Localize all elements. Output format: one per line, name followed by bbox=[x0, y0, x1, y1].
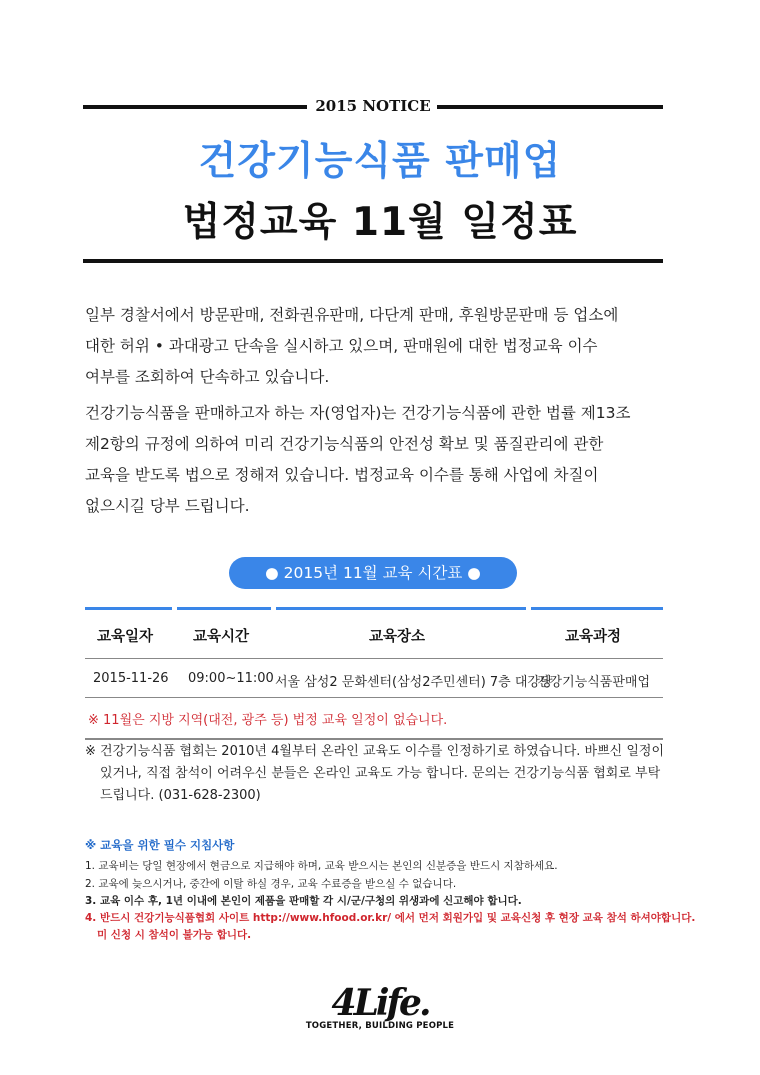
text-line: ※ 건강기능식품 협회는 2010년 4월부터 온라인 교육도 이수를 인정하기로 하였습니다. 바쁘신 일정이 bbox=[85, 744, 665, 759]
text-line: 드립니다. (031-628-2300) bbox=[100, 788, 261, 803]
text-line: 있거나, 직접 참석이 어려우신 분들은 온라인 교육도 가능 합니다. 문의는 건강기능식품 협회로 부탁 bbox=[100, 766, 661, 781]
logo-mark: 4Life. bbox=[331, 982, 429, 1024]
text-line: 없으시길 당부 드립니다. bbox=[85, 497, 250, 515]
text-line: 교육을 받도록 법으로 정해져 있습니다. 법정교육 이수를 통해 사업에 차질이 bbox=[85, 466, 599, 484]
column-header-date: 교육일자 bbox=[97, 629, 154, 645]
title-divider bbox=[83, 259, 663, 263]
cell-place: 서울 삼성2 문화센터(삼성2주민센터) 7층 대강당 bbox=[275, 675, 553, 690]
association-note bbox=[85, 741, 675, 807]
cell-date: 2015-11-26 bbox=[93, 671, 169, 686]
table-row bbox=[85, 659, 663, 697]
cell-course: 건강기능식품판매업 bbox=[537, 675, 651, 690]
text-line: 여부를 조회하여 단속하고 있습니다. bbox=[85, 368, 330, 386]
schedule-note-text: ※ 11월은 지방 지역(대전, 광주 등) 법정 교육 일정이 없습니다. bbox=[88, 713, 448, 728]
logo-tagline: TOGETHER, BUILDING PEOPLE bbox=[305, 1021, 455, 1031]
intro-paragraph-2 bbox=[85, 398, 665, 522]
schedule-table bbox=[85, 607, 663, 740]
guideline-item-warning: 4. 반드시 건강기능식품협회 사이트 http://www.hfood.or.kr/ 에서 먼저 회원가입 및 교육신청 후 현장 교육 참석 하셔야합니다. bbox=[85, 912, 696, 925]
notice-header-bar bbox=[83, 97, 663, 115]
text-line: 건강기능식품을 판매하고자 하는 자(영업자)는 건강기능식품에 관한 법률 제13조 bbox=[85, 404, 631, 422]
schedule-title-pill: ● 2015년 11월 교육 시간표 ● bbox=[229, 557, 517, 589]
guideline-item: 2. 교육에 늦으시거나, 중간에 이탈 하실 경우, 교육 수료증을 받으실 수 없습니다. bbox=[85, 877, 457, 890]
guideline-item: 3. 교육 이수 후, 1년 이내에 본인이 제품을 판매할 각 시/군/구청의 위생과에 신고해야 합니다. bbox=[85, 894, 522, 907]
table-bottom-rule bbox=[85, 738, 663, 740]
page-title-line2: 법정교육 11월 일정표 bbox=[182, 200, 578, 245]
text-line: 제2항의 규정에 의하여 미리 건강기능식품의 안전성 확보 및 품질관리에 관한 bbox=[85, 435, 604, 453]
text-line: 대한 허위 • 과대광고 단속을 실시하고 있으며, 판매원에 대한 법정교육 이수 bbox=[85, 337, 598, 355]
column-header-place: 교육장소 bbox=[369, 629, 426, 645]
guidelines-section bbox=[85, 837, 696, 945]
schedule-note bbox=[85, 698, 663, 738]
notice-label: 2015 NOTICE bbox=[315, 97, 431, 115]
text-line: 일부 경찰서에서 방문판매, 전화권유판매, 다단계 판매, 후원방문판매 등 업소에 bbox=[85, 306, 619, 324]
table-header bbox=[85, 610, 663, 658]
page-title-line1: 건강기능식품 판매업 bbox=[198, 139, 562, 184]
guidelines-heading: ※ 교육을 위한 필수 지침사항 bbox=[85, 838, 235, 852]
brand-logo bbox=[300, 982, 460, 1031]
intro-paragraph-1 bbox=[85, 300, 665, 393]
column-header-time: 교육시간 bbox=[193, 629, 250, 645]
guideline-item-warning: 미 신청 시 참석이 불가능 합니다. bbox=[97, 929, 252, 942]
cell-time: 09:00~11:00 bbox=[188, 671, 274, 686]
guideline-item: 1. 교육비는 당일 현장에서 현금으로 지급해야 하며, 교육 받으시는 본인의 신분증을 반드시 지참하세요. bbox=[85, 860, 558, 873]
column-header-course: 교육과정 bbox=[565, 629, 622, 645]
